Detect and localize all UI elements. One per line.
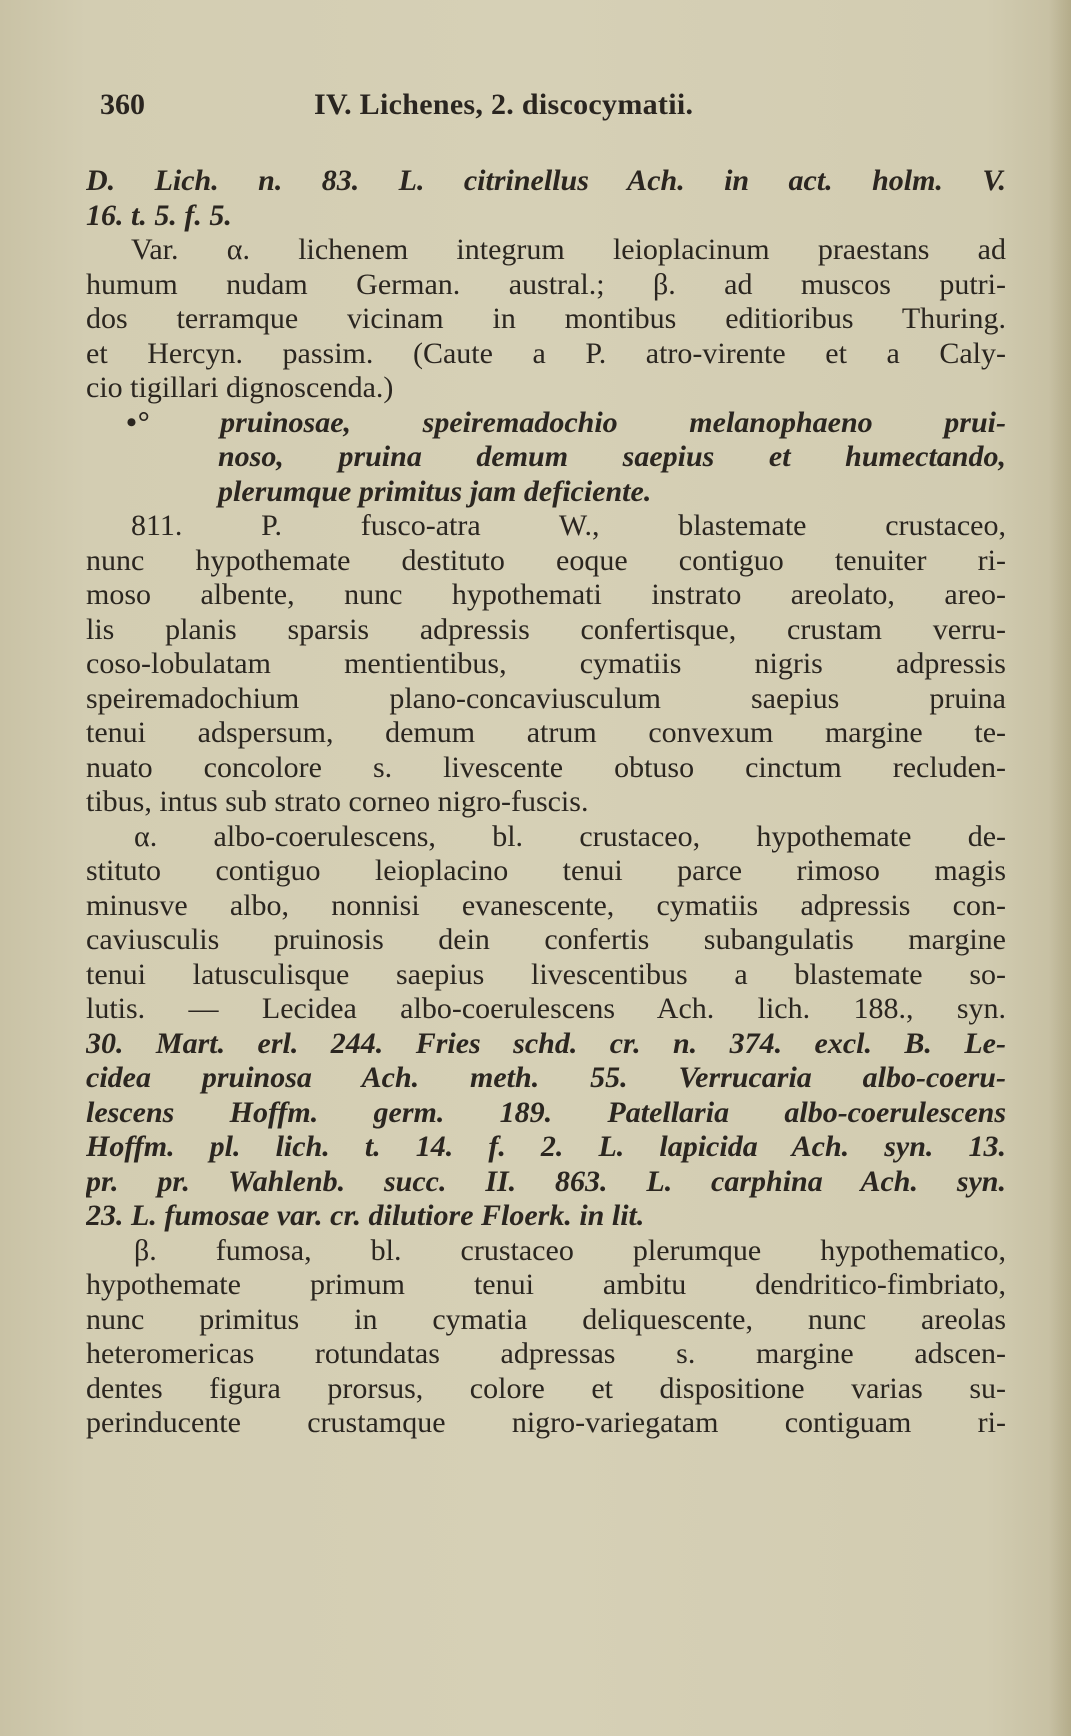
running-title: IV. Lichenes, 2. discocymatii.: [314, 88, 694, 121]
text-line: humum nudam German. austral.; β. ad muscos putri-: [86, 267, 1006, 301]
text-line: caviusculis pruinosis dein confertis subangulatis margine: [86, 923, 1006, 956]
text-line: β. fumosa, bl. crustaceo plerumque hypothematico,: [134, 1233, 1006, 1267]
text-line: cio tigillari dignoscenda.): [86, 371, 394, 404]
text-line: tenui adspersum, demum atrum convexum margine te-: [86, 716, 1006, 749]
text-line: tibus, intus sub strato corneo nigro-fuscis.: [86, 785, 589, 818]
text-line: dentes figura prorsus, colore et dispositione varias su-: [86, 1371, 1006, 1405]
text-line: cidea pruinosa Ach. meth. 55. Verrucaria albo-coeru-: [86, 1061, 1006, 1094]
running-header: [100, 88, 980, 128]
body-text: [86, 164, 1006, 1441]
text-line: hypothemate primum tenui ambitu dendritico-fimbriato,: [86, 1268, 1006, 1301]
text-line: lutis. — Lecidea albo-coerulescens Ach. lich. 188., syn.: [86, 992, 1006, 1025]
text-line: Var. α. lichenem integrum leioplacinum praestans ad: [131, 233, 1006, 266]
text-line: 23. L. fumosae var. cr. dilutiore Floerk. in lit.: [86, 1199, 645, 1232]
text-line: nuato concolore s. livescente obtuso cinctum recluden-: [86, 750, 1006, 784]
text-line: •° pruinosae, speiremadochio melanophaeno prui-: [126, 405, 1006, 439]
text-line: stituto contiguo leioplacino tenui parce rimoso magis: [86, 854, 1006, 887]
text-line: moso albente, nunc hypothemati instrato areolato, areo-: [86, 578, 1006, 611]
text-line: lis planis sparsis adpressis confertisque, crustam verru-: [86, 612, 1006, 646]
text-line: dos terramque vicinam in montibus editioribus Thuring.: [86, 302, 1006, 335]
text-line: nunc hypothemate destituto eoque contiguo tenuiter ri-: [86, 543, 1006, 577]
text-line: heteromericas rotundatas adpressas s. margine adscen-: [86, 1337, 1006, 1370]
page-number: 360: [100, 88, 145, 121]
text-line: pr. pr. Wahlenb. succ. II. 863. L. carphina Ach. syn.: [86, 1164, 1006, 1198]
text-line: tenui latusculisque saepius livescentibus a blastemate so-: [86, 957, 1006, 991]
page-spine-shadow: [1049, 0, 1071, 1736]
text-line: lescens Hoffm. germ. 189. Patellaria albo-coerulescens: [86, 1095, 1006, 1129]
text-line: D. Lich. n. 83. L. citrinellus Ach. in act. holm. V.: [86, 164, 1006, 197]
text-line: speiremadochium plano-concaviusculum saepius pruina: [86, 681, 1006, 715]
text-line: noso, pruina demum saepius et humectando,: [218, 440, 1006, 473]
text-line: 811. P. fusco-atra W., blastemate crustaceo,: [131, 509, 1006, 542]
text-line: perinducente crustamque nigro-variegatam contiguam ri-: [86, 1406, 1006, 1439]
text-line: plerumque primitus jam deficiente.: [218, 474, 652, 508]
text-line: Hoffm. pl. lich. t. 14. f. 2. L. lapicida Ach. syn. 13.: [86, 1130, 1006, 1163]
text-line: 16. t. 5. f. 5.: [86, 198, 232, 232]
text-line: nunc primitus in cymatia deliquescente, nunc areolas: [86, 1302, 1006, 1336]
text-line: et Hercyn. passim. (Caute a P. atro-virente et a Caly-: [86, 336, 1006, 370]
text-line: α. albo-coerulescens, bl. crustaceo, hypothemate de-: [134, 819, 1006, 853]
text-line: coso-lobulatam mentientibus, cymatiis nigris adpressis: [86, 647, 1006, 680]
text-line: minusve albo, nonnisi evanescente, cymatiis adpressis con-: [86, 888, 1006, 922]
text-line: 30. Mart. erl. 244. Fries schd. cr. n. 374. excl. B. Le-: [86, 1026, 1006, 1060]
